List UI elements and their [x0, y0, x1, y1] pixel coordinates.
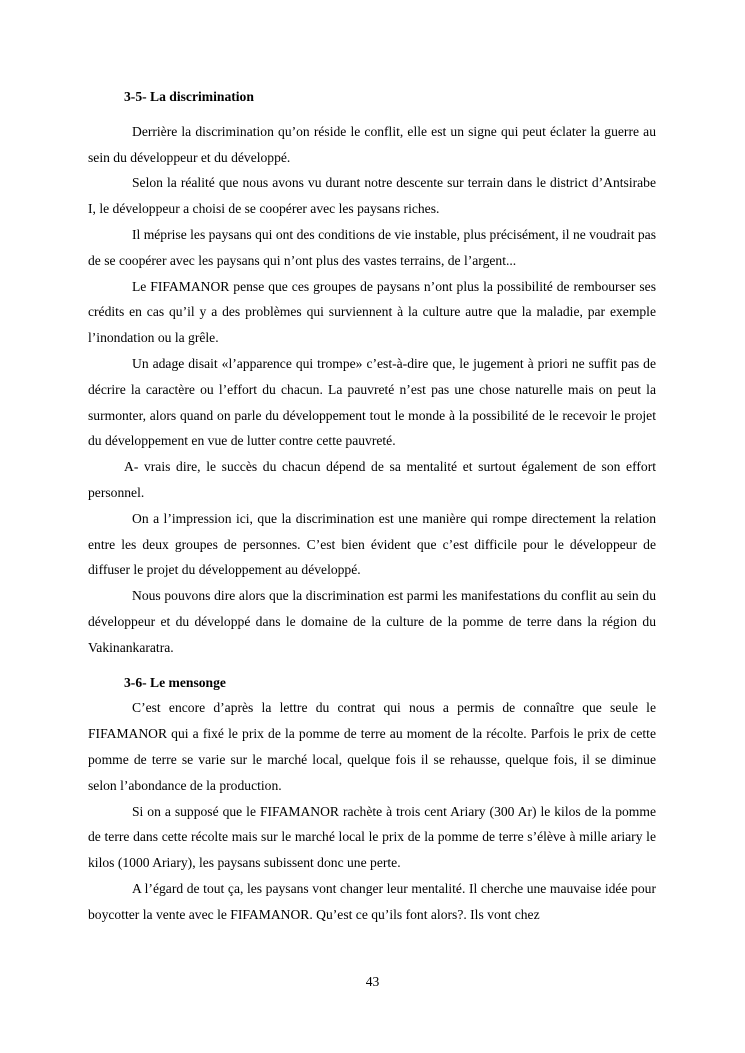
paragraph: Derrière la discrimination qu’on réside le conflit, elle est un signe qui peut éclater la guerre au sein du développeur et du développé. — [88, 123, 656, 165]
paragraph: On a l’impression ici, que la discrimination est une manière qui rompe directement la relation entre les deux groupes de personnes. C’est bien évident que c’est difficile pour le développeur de diffuser le projet du développement au développé. — [88, 510, 656, 578]
section-heading-discrimination: 3-5- La discrimination — [124, 89, 254, 104]
paragraph: Le FIFAMANOR pense que ces groupes de paysans n’ont plus la possibilité de rembourser ses crédits en cas qu’il y a des problèmes qui surviennent à la culture autre que la maladie, par exemple l’inondation ou la grêle. — [88, 278, 656, 346]
page-number: 43 — [365, 974, 380, 989]
section-heading-mensonge: 3-6- Le mensonge — [124, 674, 226, 690]
paragraph: Nous pouvons dire alors que la discrimination est parmi les manifestations du conflit au sein du développeur et du développé dans le domaine de la culture de la pomme de terre dans la région du Vakinankaratra. — [88, 588, 656, 655]
paragraph: Il méprise les paysans qui ont des conditions de vie instable, plus précisément, il ne voudrait pas de se coopérer avec les paysans qui n’ont plus des vastes terrains, de l’argent... — [88, 226, 657, 268]
paragraph: Un adage disait «l’apparence qui trompe» c’est-à-dire que, le jugement à priori ne suffit pas de décrire la caractère ou l’effort du chacun. La pauvreté n’est pas une chose naturelle mais on peut la surmonter, alors quand on parle du développement tout le monde à la possibilité de le recevoir le projet du développement en vue de lutter contre cette pauvreté. — [88, 355, 656, 449]
document-page — [88, 84, 656, 928]
paragraph: C’est encore d’après la lettre du contrat qui nous a permis de connaître que seule le FIFAMANOR qui a fixé le prix de la pomme de terre au moment de la récolte. Parfois le prix de cette pomme de terre se varie sur le marché local, quelque fois il se rehausse, quelque fois, il se diminue selon l’abondance de la production. — [88, 700, 656, 793]
paragraph: Selon la réalité que nous avons vu durant notre descente sur terrain dans le district d’Antsirabe I, le développeur a choisi de se coopérer avec les paysans riches. — [88, 175, 656, 217]
paragraph: Si on a supposé que le FIFAMANOR rachète à trois cent Ariary (300 Ar) le kilos de la pomme de terre dans cette récolte mais sur le marché local le prix de la pomme de terre s’élève à mille ariary le kilos (1000 Ariary), les paysans subissent donc une perte. — [88, 803, 656, 871]
paragraph: A- vrais dire, le succès du chacun dépend de sa mentalité et surtout également de son effort personnel. — [88, 459, 656, 500]
paragraph: A l’égard de tout ça, les paysans vont changer leur mentalité. Il cherche une mauvaise idée pour boycotter la vente avec le FIFAMANOR. Qu’est ce qu’ils font alors?. Ils vont chez — [88, 880, 656, 922]
